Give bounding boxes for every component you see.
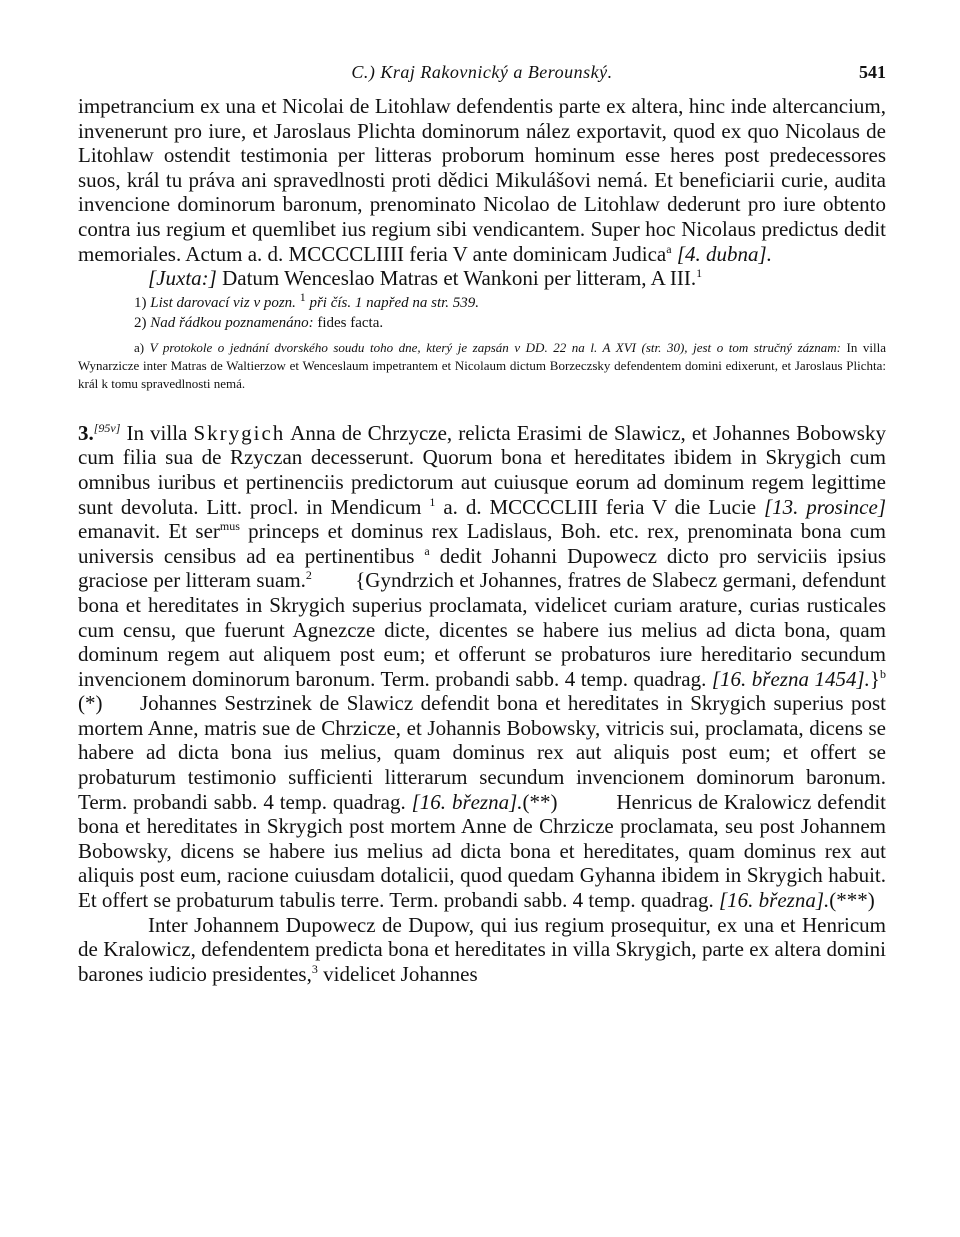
entry-3 [78, 420, 892, 913]
footnote-ref: a [424, 543, 430, 558]
paragraph-1-text: impetrancium ex una et Nicolai de Litohlaw defendentis parte ex altera, hinc inde altercancium, invenerunt pro iure, et Jaroslaus Plichta dominorum nález exportavit, quod ex quo Nicolaus de Litohlaw ostendit testimonia per litteras proborum hominum esse heres post predecessores suos, král tu práva ani spravedlnosti proti dědici Mikulášovi nemá. Et beneficiarii curie, audita invencione dominorum baronum, prenominato Nicolao de Litohlaw dederunt pro iure obtento contra ius regium et quemlibet ius regium sibi vendicantem. Super hoc Nicolaus predictus dedit memoriales. Actum a. d. MCCCCLIIII feria V ante dominicam Judica [78, 94, 886, 266]
editorial-note: [Juxta:] [148, 266, 217, 291]
footnote-ref: 2 [305, 568, 312, 583]
entry-text: princeps et dominus rex Ladislaus, Boh. etc. rex, prenominata bona cum universis censibus ad ea pertinentibus [78, 519, 886, 568]
footnote-ref-3: 3 [311, 961, 318, 976]
entry-text: In villa [120, 420, 194, 445]
place-name: Skrygich [193, 420, 286, 445]
entry-text: (*) Johannes Sestrzinek de Slawicz defendit bona et hereditates in Skrygich superius post mortem Anne, matris sue de Chrzicze, et Johannis Bobowsky, vitricis sui, proclamata, dicens se habere ad dicta bona ius melius, quam dominus rex aut aliquis post eum; et offert se probaturum testimonio sufficienti litterarum secundum invencionem dominorum baronum. Term. probandi sabb. 4 temp. quadrag. [78, 666, 892, 814]
date-note: [4. dubna]. [676, 241, 772, 266]
entry-text: emanavit. Et ser [78, 519, 220, 544]
footnote-a-italic: V protokole o jednání dvorského soudu toho dne, který je zapsán v DD. 22 na l. A XVI (str. 30), jest o tom stručný záznam: [149, 339, 841, 355]
entry-text: } [869, 666, 881, 691]
superscript: mus [219, 519, 240, 534]
footnote-2-text: Nad řádkou poznamenáno: [150, 314, 318, 331]
entry-text: (***) [829, 888, 875, 913]
date-note: [16. března 1454]. [711, 666, 870, 691]
date-note: [16. března]. [719, 888, 830, 913]
entry-number: 3. [78, 420, 94, 445]
footnote-a-label: a) [134, 339, 150, 355]
document-page [78, 58, 892, 986]
footnote-a [78, 339, 886, 393]
footnote-ref: 1 [429, 494, 436, 509]
paragraph-2-text: Datum Wenceslao Matras et Wankoni per litteram, A III. [222, 266, 697, 291]
footnote-2-value: fides facta. [317, 314, 384, 331]
footnote-1 [78, 289, 886, 313]
footnote-1-text2: při čís. 1 napřed na str. 539. [305, 294, 480, 311]
header-title: C.) Kraj Rakovnický a Berounský. [351, 62, 613, 82]
footnote-a-text: In villa Wynarzicze inter Matras de Waltierzow et Wenceslaum impetrantem et Nicolaum dictum Borzeczsky defendentem domini edixerunt, et Jaroslaus Plichta: král k tomu spravedlnosti nemá. [78, 339, 886, 391]
paragraph-2 [78, 266, 886, 291]
folio-ref: [95v] [93, 420, 121, 435]
footnote-ref-a: a [666, 241, 672, 256]
entry-text: Anna de Chrzycze, relicta Erasimi de Slawicz, et Johannes Bobowsky cum filia sua de Rzyczan decesserunt. Quorum bona et hereditates ibidem in Skrygich cum omnibus iuribus et pertinenciis predictorum aut cuiusque eorum ad dominum regem legittime sunt devoluta. Litt. procl. in Mendicum [78, 420, 886, 519]
footnote-1-sup: 1 [299, 289, 306, 304]
entry-text: dedit Johanni Dupowecz dicto pro serviciis ipsius graciose per litteram suam. [78, 543, 886, 593]
date-note: [16. března]. [411, 789, 523, 814]
footnote-1-text: List darovací viz v pozn. [150, 294, 300, 311]
page-number: 541 [859, 62, 886, 82]
last-paragraph [78, 913, 886, 987]
footnote-2-label: 2) [134, 314, 151, 331]
running-header [78, 58, 886, 88]
paragraph-1 [78, 94, 886, 266]
footnote-2 [78, 313, 886, 333]
entry-text: a. d. MCCCCLIII feria V die Lucie [435, 494, 764, 519]
entry-text: {Gyndrzich et Johannes, fratres de Slabecz germani, defendunt bona et hereditates in Skrygich superius proclamata, videlicet curiam arature, curias rusticales cum censu, que fuerunt Agnezcze dicte, dicentes se habere ius melius ad dicta bona, quam dominum regem aut aliquem post eum; et offerunt se probaturos iure hereditario secundum invencionem dominorum baronum. Term. probandi sabb. 4 temp. quadrag. [78, 568, 892, 691]
footnote-ref-1: 1 [696, 266, 703, 281]
date-note: [13. prosince] [763, 494, 886, 519]
entry-text: (**) Henricus de Kralowicz defendit bona et hereditates in Skrygich post mortem Anne de Chrzicze proclamata, seu post Johannem Bobowsky, dicens se habere ius melius ad dicta bona et hereditates, quam dominus rex aut aliquis post eum, racione cuiusdam dotalicii, quod quedam Gyhanna ibidem in Skrygich habuit. Et offert se probaturum tabulis terre. Term. probandi sabb. 4 temp. quadrag. [78, 789, 892, 913]
last-paragraph-text: Inter Johannem Dupowecz de Dupow, qui ius regium prosequitur, ex una et Henricum de Kralowicz, defendentem predicta bona et hereditates in villa Skrygich, parte ex altera domini barones iudicio presidentes, [78, 912, 886, 986]
footnote-ref: b [880, 666, 887, 681]
footnote-1-label: 1) [134, 294, 151, 311]
last-paragraph-text2: videlicet Johannes [317, 961, 478, 986]
